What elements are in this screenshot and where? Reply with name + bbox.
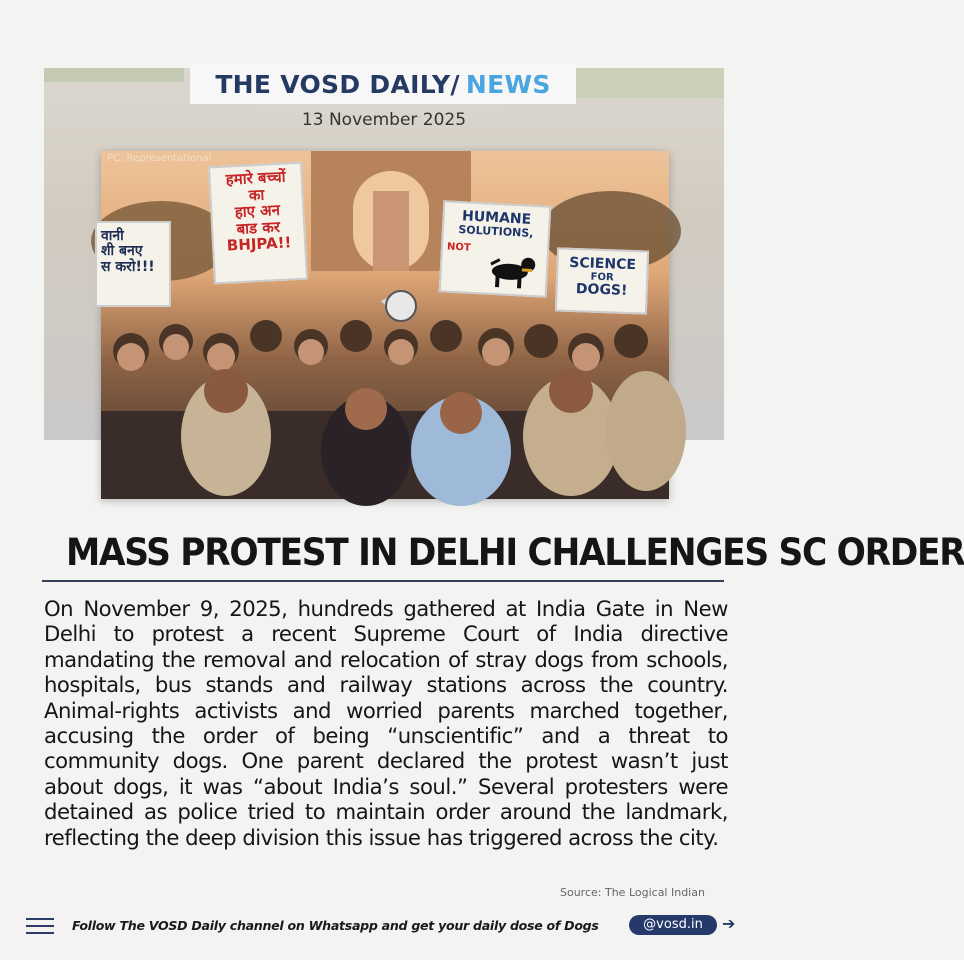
follow-whatsapp-text: Follow The VOSD Daily channel on Whatsapp and get your daily dose of Dogs <box>72 918 599 933</box>
protest-sign-humane <box>439 200 552 298</box>
footer-bar <box>0 910 768 942</box>
article-source: Source: The Logical Indian <box>560 886 705 899</box>
article-headline: MASS PROTEST IN DELHI CHALLENGES SC ORDER <box>65 531 964 574</box>
sign-edge-line: शी बनए <box>101 243 143 260</box>
hamburger-menu-icon[interactable] <box>26 916 54 936</box>
photo-credit: PC: Representational <box>107 153 212 164</box>
sign-edge-line: वानी <box>101 228 124 244</box>
protest-sign-edge <box>95 221 171 307</box>
sign-line: बाड कर <box>236 217 281 238</box>
protest-scene-illustration <box>101 151 669 499</box>
masthead-brand: THE VOSD DAILY/ <box>215 69 460 99</box>
dog-icon <box>481 252 543 291</box>
issue-date: 13 November 2025 <box>301 110 467 130</box>
sign-line: हमारे बच्चों <box>225 167 286 189</box>
sign-line: SCIENCE <box>568 254 637 274</box>
article-body: On November 9, 2025, hundreds gathered at India Gate in New Delhi to protest a recent Supreme Court of India directive mandating the removal and relocation of stray dogs from schools, hospitals, bus stands and railway stations across the country. Animal-rights activists and worried parents marched together, accusing the order of being “unscientific” and a threat to community dogs. One parent declared the protest wasn’t just about dogs, it was “about India’s soul.” Several protesters were detained as police tried to maintain order around the landmark, reflecting the deep division this issue has triggered across the city. <box>44 596 728 850</box>
sign-line: NOT <box>446 241 471 255</box>
sign-line: DOGS! <box>575 281 628 300</box>
protest-photo <box>101 151 669 499</box>
headline-divider <box>42 580 724 582</box>
protest-sign-hindi <box>208 162 308 285</box>
handle-badge[interactable]: @vosd.in <box>629 915 717 935</box>
masthead-section: NEWS <box>465 69 551 99</box>
sign-line: हाए अन <box>234 200 281 222</box>
sign-edge-line: स करो!!! <box>101 258 155 275</box>
sign-line: का <box>248 185 265 204</box>
sign-line: SOLUTIONS, <box>458 223 534 241</box>
sign-line: HUMANE <box>461 208 532 228</box>
sign-line: FOR <box>590 271 614 284</box>
masthead <box>190 64 576 104</box>
arrow-right-icon[interactable]: ➔ <box>722 914 736 933</box>
protest-sign-science <box>555 247 649 314</box>
sign-line: BHJPA!! <box>226 233 292 255</box>
